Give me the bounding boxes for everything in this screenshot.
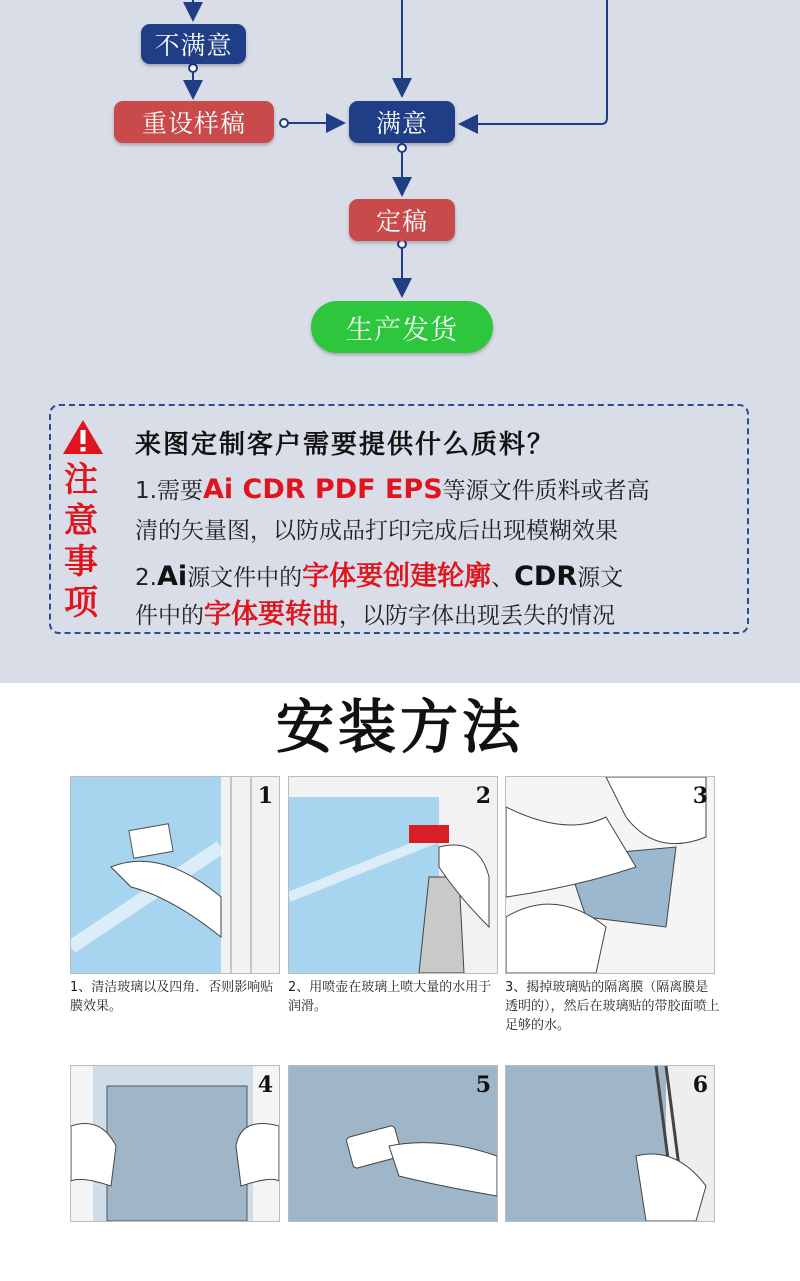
text: ，以防字体出现丢失的情况	[339, 603, 615, 629]
step-number: 3	[692, 783, 708, 809]
step-5-illustration	[288, 1065, 498, 1222]
ai-label: Ai	[156, 561, 188, 592]
notice-char: 事	[64, 542, 98, 582]
step-number: 6	[692, 1072, 708, 1098]
production-node: 生产发货	[311, 301, 493, 353]
step-1-illustration	[70, 776, 280, 974]
notice-line-1a	[135, 472, 650, 505]
step-6-illustration	[505, 1065, 715, 1222]
cleaning-illustration	[71, 777, 279, 973]
install-title: 安装方法	[275, 693, 524, 761]
notice-line-2a	[135, 554, 623, 593]
text: 源文件中的	[187, 565, 303, 591]
notice-line-2b	[135, 592, 615, 631]
notice-side	[61, 418, 101, 624]
step-4-illustration	[70, 1065, 280, 1222]
outline-highlight: 字体要创建轮廓	[302, 561, 492, 592]
apply-film-illustration	[71, 1066, 279, 1221]
step-number: 5	[475, 1072, 491, 1098]
spray-illustration	[289, 777, 497, 973]
notice-char: 项	[64, 583, 98, 623]
step-2-caption: 2、用喷壶在玻璃上喷大量的水用于润滑。	[288, 980, 492, 1014]
step-3-caption: 3、揭掉玻璃贴的隔离膜（隔离膜是透明的），然后在玻璃贴的带胶面喷上足够的水。	[505, 980, 720, 1033]
step-1-caption: 1、清洁玻璃以及四角．否则影响贴膜效果。	[70, 980, 274, 1014]
text: 1.需要	[135, 478, 203, 504]
peel-illustration	[506, 777, 714, 973]
step-3-illustration	[505, 776, 715, 974]
text: 等源文件质料或者高	[442, 478, 650, 504]
warning-icon	[61, 418, 105, 456]
cdr-label: CDR	[514, 561, 578, 592]
curve-highlight: 字体要转曲	[204, 599, 339, 630]
text: 源文	[577, 565, 624, 591]
step-number: 4	[257, 1072, 273, 1098]
notice-char: 意	[64, 501, 98, 541]
redo-draft-node: 重设样稿	[114, 101, 274, 143]
formats-highlight: Ai CDR PDF EPS	[202, 474, 443, 505]
notice-line-1b: 清的矢量图，以防成品打印完成后出现模糊效果	[135, 518, 618, 544]
squeegee-illustration	[289, 1066, 497, 1221]
step-2-illustration	[288, 776, 498, 974]
satisfied-node: 满意	[349, 101, 455, 143]
step-number: 2	[475, 783, 491, 809]
text: 、	[491, 565, 515, 591]
text: 件中的	[135, 603, 204, 629]
final-draft-node: 定稿	[349, 199, 455, 241]
notice-title: 来图定制客户需要提供什么质料？	[135, 430, 556, 460]
notice-char: 注	[64, 460, 98, 500]
dissatisfied-node: 不满意	[141, 24, 246, 64]
trim-edge-illustration	[506, 1066, 714, 1221]
notice-box	[49, 404, 749, 634]
text: 2.	[135, 565, 157, 591]
step-number: 1	[257, 783, 273, 809]
